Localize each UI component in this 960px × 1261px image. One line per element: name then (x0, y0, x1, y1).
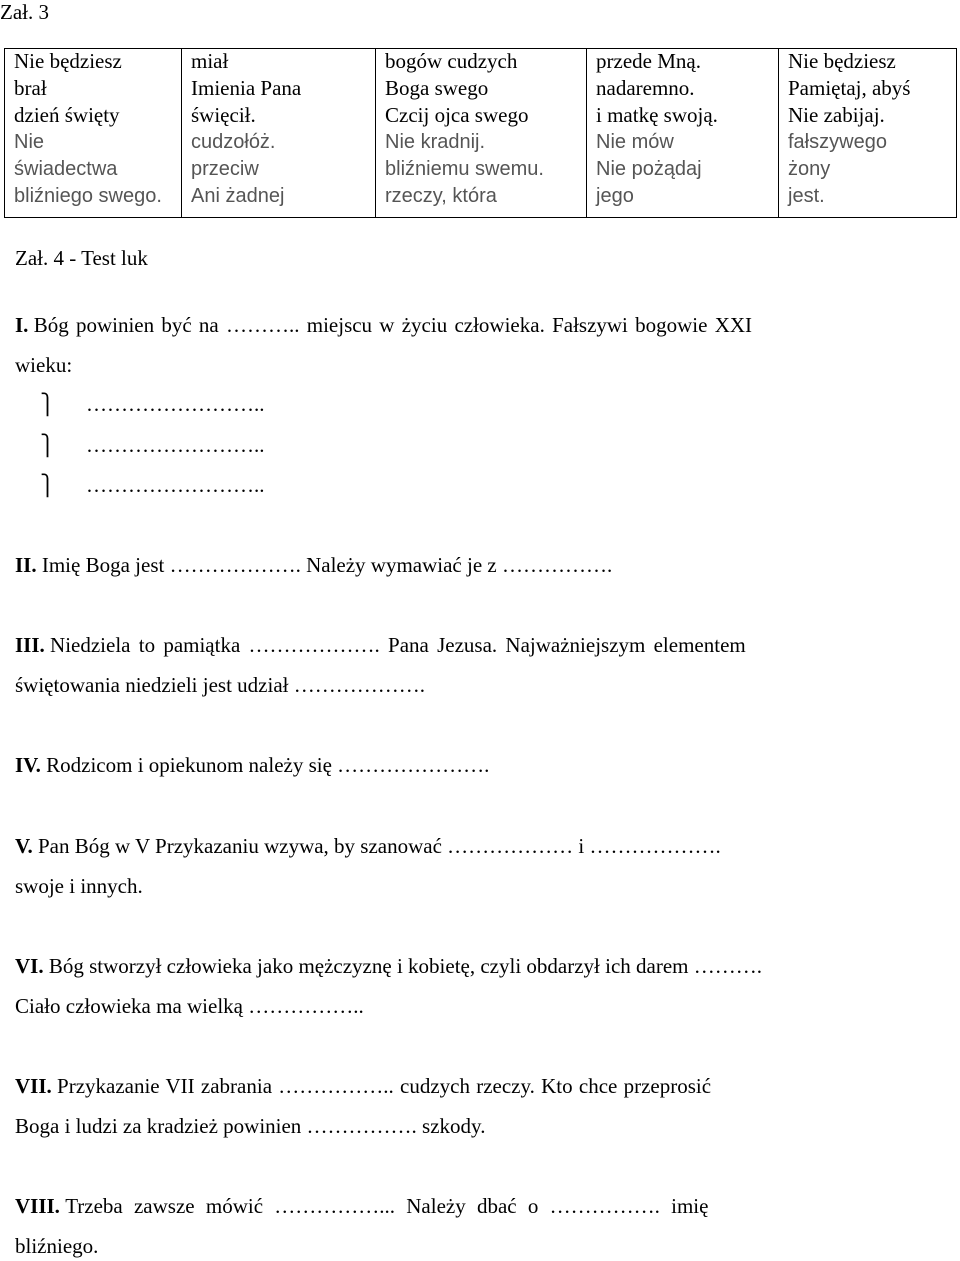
table-cell: święcił. (191, 103, 256, 127)
question-5-line-2: swoje i innych. (15, 874, 143, 898)
table-row (4, 129, 957, 156)
question-5-text: Pan Bóg w V Przykazaniu wzywa, by szanować ……………… i ………………. (37, 834, 721, 858)
question-2-number: II. (15, 553, 37, 577)
question-4-line (15, 753, 489, 778)
question-8-number: VIII. (15, 1194, 60, 1218)
table-cell: dzień święty (14, 103, 120, 127)
table-column-divider (586, 48, 587, 218)
table-cell: Nie zabijaj. (788, 103, 885, 127)
table-column-divider (375, 48, 376, 218)
table-row (4, 48, 957, 75)
table-cell: Czcij ojca swego (385, 103, 529, 127)
table-cell: cudzołóż. (191, 131, 276, 153)
question-7-text: Przykazanie VII zabrania …………….. cudzych rzeczy. Kto chce przeprosić (57, 1074, 712, 1098)
bullet-icon: ⎫ (40, 475, 55, 497)
table-cell: przeciw (191, 158, 259, 180)
table-column-divider (778, 48, 779, 218)
table-cell: fałszywego (788, 131, 887, 153)
question-4-text: Rodzicom i opiekunom należy się …………………. (46, 753, 490, 777)
table-cell: żony (788, 158, 831, 180)
table-cell: bliźniego swego. (14, 185, 162, 207)
question-3-line-1 (15, 633, 894, 658)
question-6-text: Bóg stworzył człowieka jako mężczyznę i kobietę, czyli obdarzył ich darem ………. (48, 954, 763, 978)
table-cell: Nie mów (596, 131, 674, 153)
table-row (4, 156, 957, 183)
table-cell: Nie kradnij. (385, 131, 486, 153)
question-3-line-2: świętowania niedzieli jest udział ………………. (15, 673, 425, 697)
table-cell: miał (191, 49, 229, 73)
table-cell: brał (14, 76, 47, 100)
table-cell: bliźniemu swemu. (385, 158, 544, 180)
question-8-text: Trzeba zawsze mówić ……………... Należy dbać o ……………. imię (65, 1194, 709, 1218)
attachment-4-heading: Zał. 4 - Test luk (15, 246, 148, 270)
question-1-line-1 (15, 313, 894, 338)
table-cell: Ani żadnej (191, 185, 285, 207)
table-cell: Nie będziesz (788, 49, 896, 73)
table-cell: Pamiętaj, abyś (788, 76, 911, 100)
question-7-line-1 (15, 1074, 894, 1099)
table-column-divider (181, 48, 182, 218)
question-6-line-2: Ciało człowieka ma wielką …………….. (15, 994, 364, 1018)
table-cell: świadectwa (14, 158, 118, 180)
table-cell: Nie (14, 131, 45, 153)
question-3-text: Niedziela to pamiątka ………………. Pana Jezusa. Najważniejszym elementem (50, 633, 746, 657)
answer-blank-1[interactable]: …………………….. (86, 392, 265, 416)
question-7-line-2: Boga i ludzi za kradzież powinien ……………. szkody. (15, 1114, 486, 1138)
table-row (4, 183, 957, 210)
bullet-icon: ⎫ (40, 394, 55, 416)
question-7-number: VII. (15, 1074, 52, 1098)
question-1-text: Bóg powinien być na ……….. miejscu w życiu człowieka. Fałszywi bogowie XXI (33, 313, 753, 337)
table-cell: rzeczy, która (385, 185, 497, 207)
table-cell: Nie pożądaj (596, 158, 702, 180)
table-cell: przede Mną. (596, 49, 701, 73)
question-8-line-1 (15, 1194, 894, 1219)
answer-blank-2[interactable]: …………………….. (86, 433, 265, 457)
question-5-line-1 (15, 834, 721, 859)
table-cell: jego (596, 185, 634, 207)
commandments-word-table (4, 48, 957, 210)
question-1-number: I. (15, 313, 29, 337)
answer-blank-3[interactable]: …………………….. (86, 473, 265, 497)
question-3-number: III. (15, 633, 45, 657)
table-cell: i matkę swoją. (596, 103, 718, 127)
attachment-3-heading: Zał. 3 (0, 0, 49, 24)
bullet-icon: ⎫ (40, 435, 55, 457)
table-row (4, 75, 957, 102)
question-8-line-2: bliźniego. (15, 1234, 99, 1258)
table-cell: bogów cudzych (385, 49, 518, 73)
commandments-table-body (4, 48, 957, 210)
question-5-number: V. (15, 834, 33, 858)
question-2-line (15, 553, 612, 578)
table-cell: Nie będziesz (14, 49, 122, 73)
question-2-text: Imię Boga jest ………………. Należy wymawiać je z ……………. (41, 553, 613, 577)
table-cell: Imienia Pana (191, 76, 302, 100)
question-6-number: VI. (15, 954, 44, 978)
table-cell: nadaremno. (596, 76, 695, 100)
question-6-line-1 (15, 954, 762, 979)
table-row (4, 102, 957, 129)
question-4-number: IV. (15, 753, 41, 777)
question-1-line-2: wieku: (15, 353, 73, 377)
table-cell: jest. (788, 185, 825, 207)
table-cell: Boga swego (385, 76, 489, 100)
